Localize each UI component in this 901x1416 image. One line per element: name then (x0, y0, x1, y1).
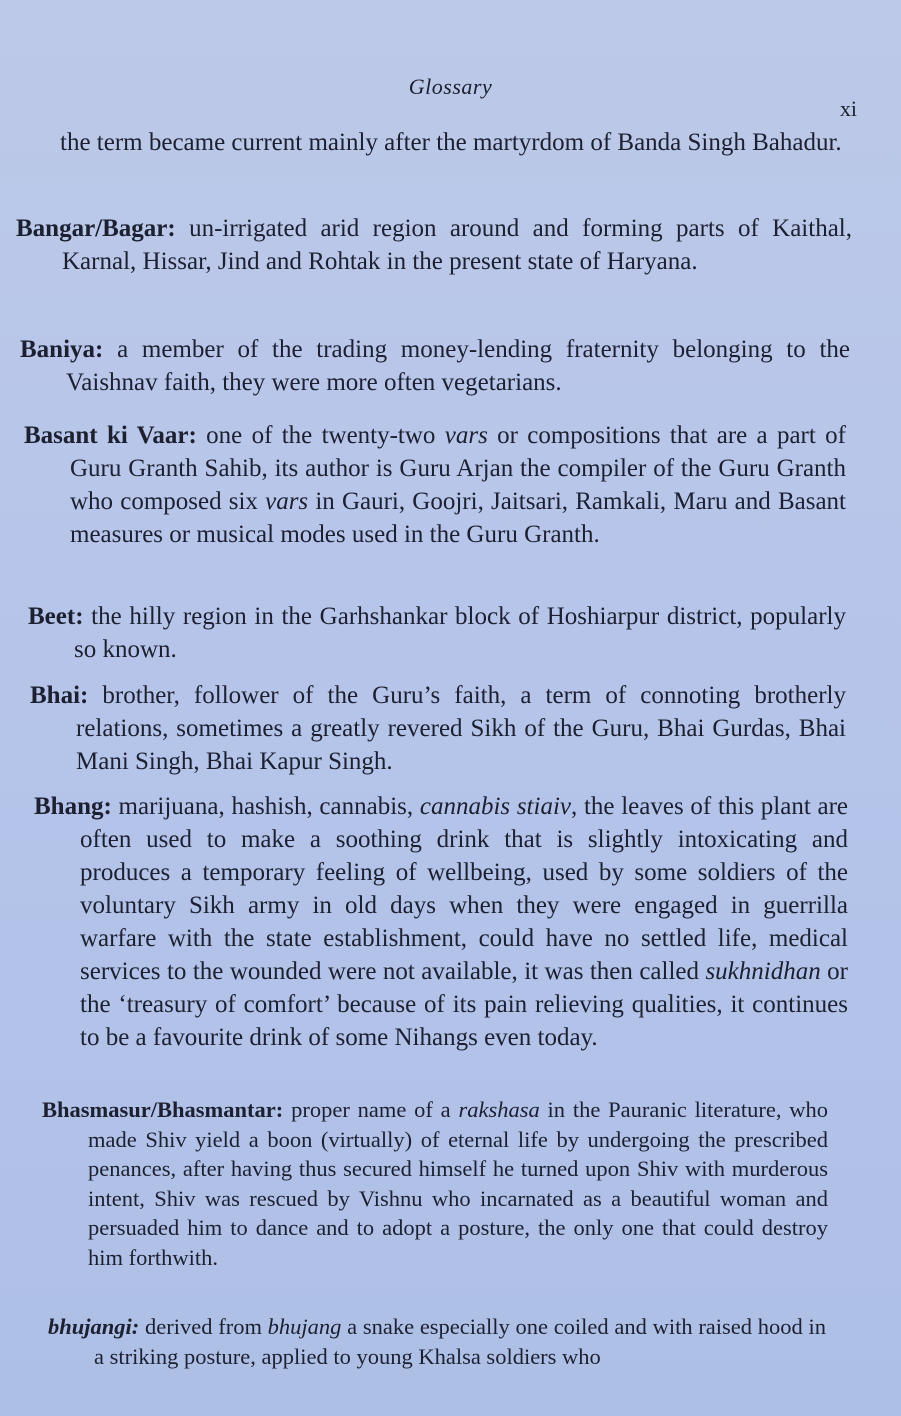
definition-text: proper name of a (283, 1097, 459, 1122)
glossary-term: Bangar/Bagar: (16, 215, 176, 242)
italic-term: cannabis stiaiv (419, 793, 571, 820)
glossary-term: Baniya: (20, 336, 104, 363)
definition-text: brother, follower of the Guru’s faith, a term of connoting brotherly relations, sometimes a greatly revered Sikh of the Guru, Bhai Gurdas, Bhai Mani Singh, Bhai Kapur Singh. (76, 682, 846, 775)
glossary-entry-bhai (30, 679, 846, 778)
glossary-entry-bhujangi (48, 1312, 826, 1371)
definition-text: or compositions that are a part of Guru Granth Sahib, its author is Guru Arjan the compiler of the Guru Granth who composed six (70, 422, 846, 515)
definition-text: a snake especially one coiled and with raised hood in a striking posture, applied to young Khalsa soldiers who (94, 1314, 826, 1369)
glossary-entry-bhang (34, 790, 848, 1054)
definition-text: in Gauri, Goojri, Jaitsari, Ramkali, Maru and Basant measures or musical modes used in the Guru Granth. (70, 488, 846, 548)
running-title: Glossary (408, 74, 493, 99)
glossary-entry-basant-ki-vaar (24, 419, 846, 551)
glossary-entry-bangar (16, 212, 852, 278)
glossary-term: Basant ki Vaar: (24, 422, 197, 449)
definition-text: one of the twenty-two (196, 422, 445, 449)
definition-text: un-irrigated arid region around and forming parts of Kaithal, Karnal, Hissar, Jind and Rohtak in the present state of Haryana. (62, 215, 852, 275)
glossary-entry-beet (28, 600, 846, 666)
glossary-term: Bhasmasur/Bhasmantar: (42, 1097, 284, 1122)
italic-term: rakshasa (458, 1097, 540, 1122)
italic-term: bhujang (267, 1314, 342, 1339)
definition-text: in the Pauranic literature, who made Shiv yield a boon (virtually) of eternal life by undergoing the prescribed penances, after having thus secured himself he turned upon Shiv with murderous intent, Shiv was rescued by Vishnu who incarnated as a beautiful woman and persuaded him to dance and to adopt a posture, the only one that could destroy him forthwith. (88, 1097, 828, 1270)
italic-term: vars (444, 422, 488, 449)
definition-text: marijuana, hashish, cannabis, (111, 793, 420, 820)
definition-text: a member of the trading money-lending fraternity belonging to the Vaishnav faith, they were more often vegetarians. (66, 336, 850, 396)
glossary-term: Beet: (28, 603, 84, 630)
glossary-term: Bhai: (30, 682, 89, 709)
definition-text: , the leaves of this plant are often used to make a soothing drink that is slightly intoxicating and produces a temporary feeling of wellbeing, used by some soldiers of the voluntary Sikh army in old days when they were engaged in guerrilla warfare with the state establishment, could have no settled life, medical services to the wounded were not available, it was then called (80, 793, 848, 985)
glossary-entry-baniya (20, 333, 850, 399)
definition-text: derived from (139, 1314, 268, 1339)
page-number: xi (839, 96, 857, 121)
italic-term: sukhnidhan (705, 958, 821, 985)
italic-term: vars (265, 488, 309, 515)
glossary-term: Bhang: (34, 793, 112, 820)
definition-text: or the ‘treasury of comfort’ because of its pain relieving qualities, it continues to be a favourite drink of some Nihangs even today. (80, 958, 848, 1051)
glossary-entry-bhasmasur (42, 1095, 828, 1272)
glossary-term: bhujangi: (48, 1314, 140, 1339)
definition-text: the hilly region in the Garhshankar block of Hoshiarpur district, popularly so known. (74, 603, 846, 663)
continued-entry-text: the term became current mainly after the martyrdom of Banda Singh Bahadur. (60, 129, 842, 156)
